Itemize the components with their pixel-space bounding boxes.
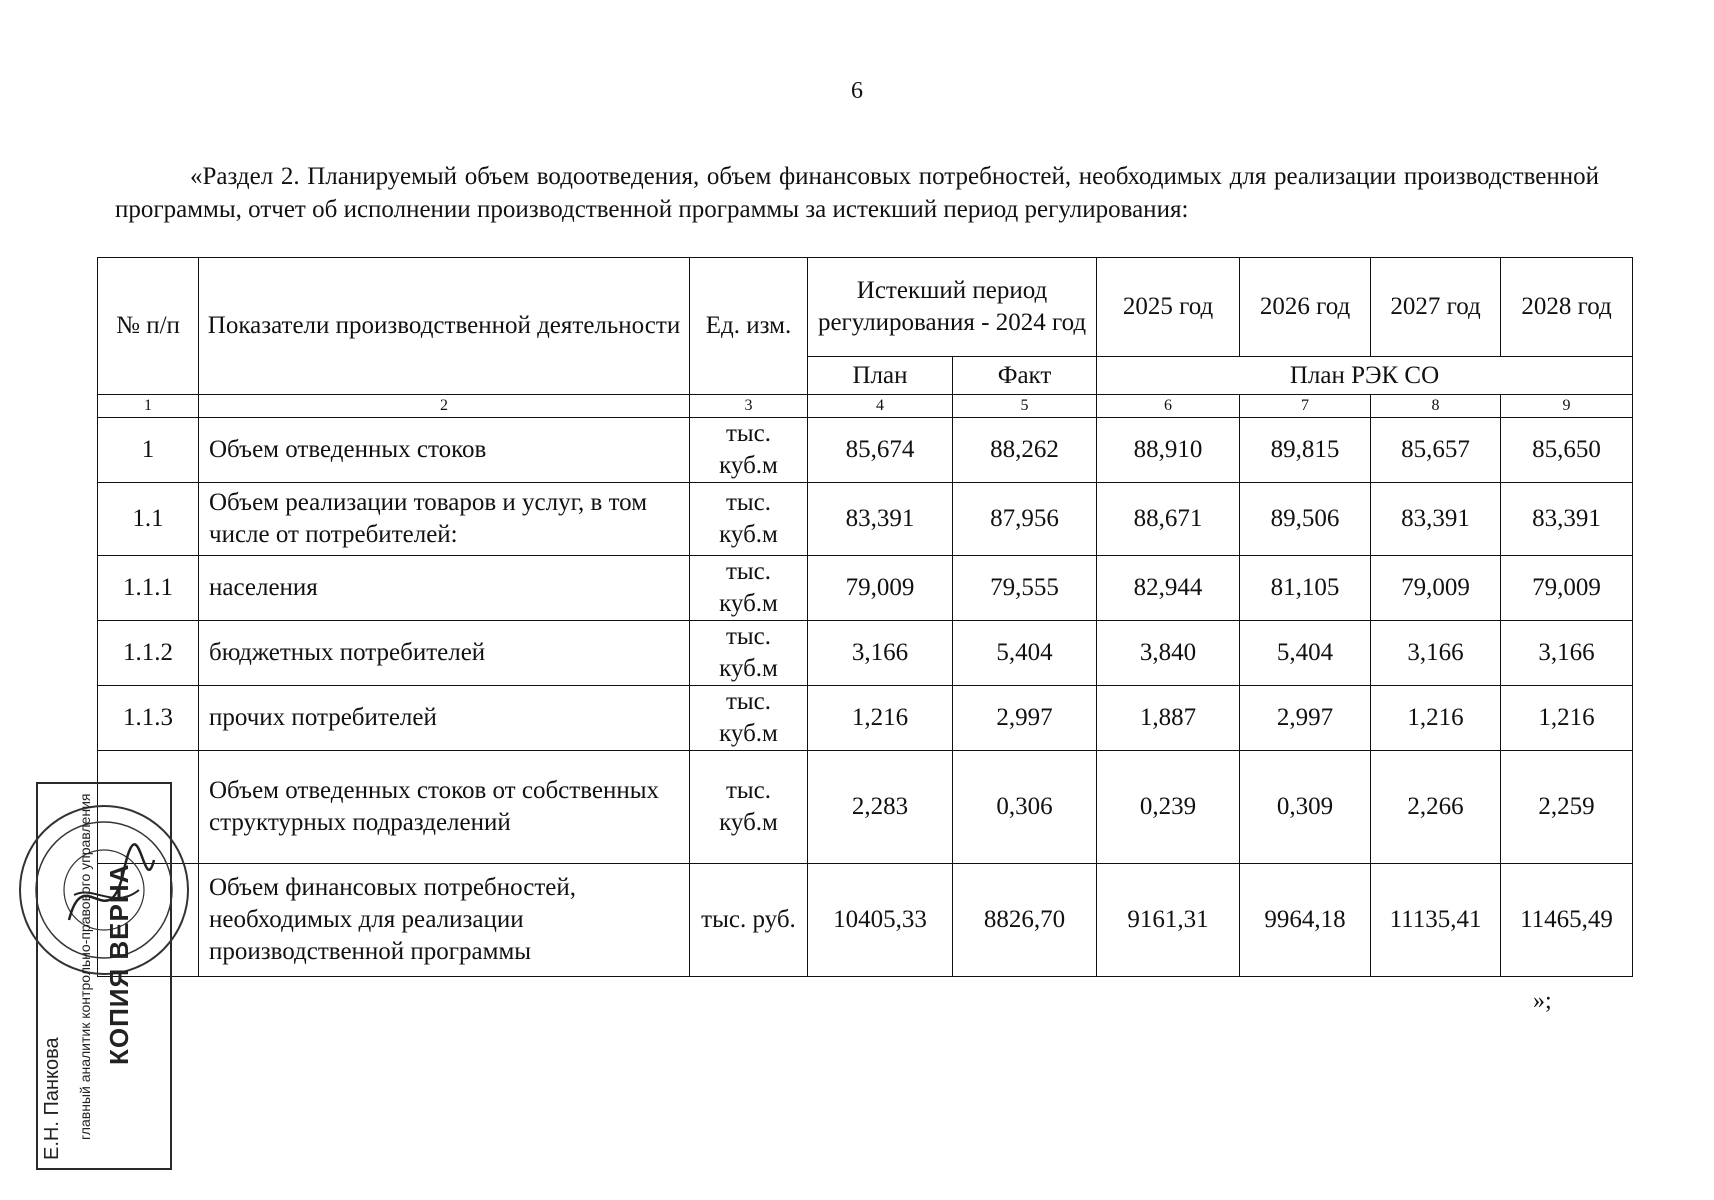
column-number: 7: [1240, 395, 1371, 418]
row-unit: тыс. куб.м: [690, 418, 808, 483]
row-unit: тыс. куб.м: [690, 556, 808, 621]
row-name: Объем реализации товаров и услуг, в том числе от потребителей:: [199, 483, 690, 556]
header-plan: План: [808, 357, 953, 395]
row-value: 83,391: [1501, 483, 1633, 556]
row-unit: тыс. куб.м: [690, 686, 808, 751]
row-value: 79,009: [808, 556, 953, 621]
closing-quote: »;: [1533, 988, 1552, 1014]
row-value: 89,506: [1240, 483, 1371, 556]
row-name: Объем финансовых потребностей, необходимых для реализации производственной программы: [199, 864, 690, 977]
column-number: 6: [1097, 395, 1240, 418]
column-numbers-row: [98, 395, 1633, 418]
row-unit: тыс. куб.м: [690, 621, 808, 686]
row-num: 1: [98, 418, 199, 483]
table-row: [98, 418, 1633, 483]
stamp-name: Е.Н. Панкова: [41, 1037, 63, 1160]
row-value: 88,910: [1097, 418, 1240, 483]
column-number: 3: [690, 395, 808, 418]
row-value: 85,650: [1501, 418, 1633, 483]
row-value: 2,266: [1371, 751, 1501, 864]
row-value: 1,887: [1097, 686, 1240, 751]
row-value: 3,166: [1501, 621, 1633, 686]
row-value: 2,283: [808, 751, 953, 864]
row-value: 5,404: [953, 621, 1097, 686]
row-value: 1,216: [1371, 686, 1501, 751]
column-number: 4: [808, 395, 953, 418]
stamp-copy-label: КОПИЯ ВЕРНА: [104, 863, 134, 1065]
header-2025: 2025 год: [1097, 258, 1240, 357]
row-name: прочих потребителей: [199, 686, 690, 751]
table-row: [98, 751, 1633, 864]
row-value: 0,306: [953, 751, 1097, 864]
column-number: 9: [1501, 395, 1633, 418]
header-indicator: Показатели производственной деятельности: [199, 258, 690, 395]
header-2027: 2027 год: [1371, 258, 1501, 357]
row-name: Объем отведенных стоков: [199, 418, 690, 483]
table-row: [98, 556, 1633, 621]
table-row: [98, 864, 1633, 977]
row-value: 79,555: [953, 556, 1097, 621]
row-num: 1.1.2: [98, 621, 199, 686]
row-value: 10405,33: [808, 864, 953, 977]
row-value: 1,216: [1501, 686, 1633, 751]
row-value: 83,391: [808, 483, 953, 556]
column-number: 2: [199, 395, 690, 418]
row-value: 3,166: [1371, 621, 1501, 686]
header-plan-rek: План РЭК СО: [1097, 357, 1633, 395]
table-row: [98, 483, 1633, 556]
row-unit: тыс. куб.м: [690, 483, 808, 556]
row-value: 88,262: [953, 418, 1097, 483]
row-value: 0,309: [1240, 751, 1371, 864]
row-value: 5,404: [1240, 621, 1371, 686]
row-value: 0,239: [1097, 751, 1240, 864]
row-value: 2,997: [953, 686, 1097, 751]
row-value: 83,391: [1371, 483, 1501, 556]
header-2026: 2026 год: [1240, 258, 1371, 357]
row-value: 11465,49: [1501, 864, 1633, 977]
row-value: 1,216: [808, 686, 953, 751]
row-value: 82,944: [1097, 556, 1240, 621]
stamp-role: главный аналитик контрольно-правового управления: [77, 793, 93, 1140]
row-name: бюджетных потребителей: [199, 621, 690, 686]
row-value: 88,671: [1097, 483, 1240, 556]
row-value: 9161,31: [1097, 864, 1240, 977]
row-value: 2,259: [1501, 751, 1633, 864]
table-row: [98, 686, 1633, 751]
row-value: 81,105: [1240, 556, 1371, 621]
row-unit: тыс. руб.: [690, 864, 808, 977]
row-name: Объем отведенных стоков от собственных структурных подразделений: [199, 751, 690, 864]
row-value: 2,997: [1240, 686, 1371, 751]
table-row: [98, 621, 1633, 686]
header-fact: Факт: [953, 357, 1097, 395]
row-num: 1.1: [98, 483, 199, 556]
row-value: 87,956: [953, 483, 1097, 556]
row-value: 85,657: [1371, 418, 1501, 483]
header-unit: Ед. изм.: [690, 258, 808, 395]
row-value: 8826,70: [953, 864, 1097, 977]
stamp-text: [41, 793, 134, 1160]
row-value: 89,815: [1240, 418, 1371, 483]
row-value: 3,166: [808, 621, 953, 686]
production-program-table: [97, 257, 1633, 977]
row-value: 79,009: [1501, 556, 1633, 621]
row-value: 3,840: [1097, 621, 1240, 686]
page-number: 6: [851, 78, 863, 104]
row-value: 9964,18: [1240, 864, 1371, 977]
header-num: № п/п: [98, 258, 199, 395]
row-value: 79,009: [1371, 556, 1501, 621]
header-past-period: Истекший период регулирования - 2024 год: [808, 258, 1097, 357]
header-row: [98, 258, 1633, 357]
row-num: 1.1.3: [98, 686, 199, 751]
row-value: 85,674: [808, 418, 953, 483]
header-2028: 2028 год: [1501, 258, 1633, 357]
row-value: 11135,41: [1371, 864, 1501, 977]
column-number: 1: [98, 395, 199, 418]
row-unit: тыс. куб.м: [690, 751, 808, 864]
column-number: 8: [1371, 395, 1501, 418]
row-name: населения: [199, 556, 690, 621]
row-num: 1.1.1: [98, 556, 199, 621]
section-heading: «Раздел 2. Планируемый объем водоотведения, объем финансовых потребностей, необходимых для реализации производственной программы, отчет об исполнении производственной программы за истекший период регулирования:: [115, 163, 1599, 223]
column-number: 5: [953, 395, 1097, 418]
